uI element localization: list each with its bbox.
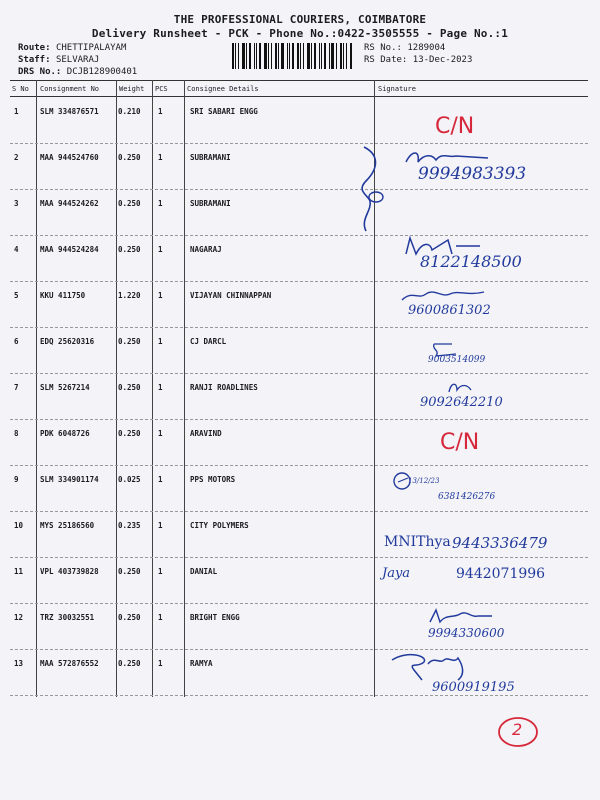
row-weight: 0.250: [118, 613, 141, 622]
row-consignee: CJ DARCL: [190, 337, 227, 346]
row-consignment: SLM 334876571: [40, 107, 99, 116]
barcode-bar: [311, 43, 312, 69]
barcode-bar: [340, 43, 342, 69]
row-consignment: MAA 944524284: [40, 245, 99, 254]
row-pcs: 1: [158, 521, 163, 530]
row-consignee: PPS MOTORS: [190, 475, 236, 484]
barcode-bar: [275, 43, 277, 69]
row-weight: 1.220: [118, 291, 141, 300]
staff-line: [18, 55, 99, 65]
barcode-bar: [321, 43, 322, 69]
row-consignment: MYS 25186560: [40, 521, 95, 530]
table-row: [10, 97, 588, 144]
row-consignee: NAGARAJ: [190, 245, 222, 254]
barcode-bar: [324, 43, 326, 69]
col-pcs: PCS: [155, 85, 168, 93]
row-sno: 7: [14, 383, 19, 392]
barcode-bar: [314, 43, 316, 69]
rs-date-value: 13-Dec-2023: [412, 55, 473, 65]
handwritten-phone: 9442071996: [456, 566, 546, 582]
row-consignee: CITY POLYMERS: [190, 521, 249, 530]
row-consignment: TRZ 30032551: [40, 613, 95, 622]
barcode-bar: [343, 43, 344, 69]
table-row: [10, 419, 588, 466]
handwritten-phone: 9443336479: [452, 534, 548, 552]
barcode-bar: [281, 43, 284, 69]
handwritten-name: MNIThya: [384, 534, 451, 550]
row-consignee: RAMYA: [190, 659, 213, 668]
row-consignment: KKU 411750: [40, 291, 86, 300]
barcode-bar: [246, 43, 247, 69]
barcode-bar: [242, 43, 245, 69]
row-consignment: MAA 572876552: [40, 659, 99, 668]
col-signature: Signature: [378, 85, 416, 93]
row-pcs: 1: [158, 613, 163, 622]
row-pcs: 1: [158, 199, 163, 208]
row-pcs: 1: [158, 429, 163, 438]
row-sno: 12: [14, 613, 24, 622]
barcode-bar: [256, 43, 257, 69]
signature-scribble-icon: [426, 608, 496, 626]
table-top-rule: [10, 80, 588, 81]
row-weight: 0.250: [118, 337, 141, 346]
row-pcs: 1: [158, 475, 163, 484]
handwritten-phone: 9994983393: [418, 164, 527, 184]
barcode-bar: [336, 43, 337, 69]
row-consignment: VPL 403739828: [40, 567, 99, 576]
barcode-bar: [319, 43, 320, 69]
rs-no-label: RS No.:: [364, 43, 402, 53]
row-pcs: 1: [158, 383, 163, 392]
row-weight: 0.250: [118, 199, 141, 208]
handwritten-phone: 9003514099: [428, 355, 486, 365]
route-value: CHETTIPALAYAM: [55, 43, 127, 53]
row-sno: 9: [14, 475, 19, 484]
row-sno: 8: [14, 429, 19, 438]
row-sno: 1: [14, 107, 19, 116]
row-pcs: 1: [158, 291, 163, 300]
row-weight: 0.250: [118, 659, 141, 668]
barcode-bar: [238, 43, 239, 69]
handwritten-phone: 6381426276: [438, 492, 496, 502]
row-pcs: 1: [158, 567, 163, 576]
handwritten-phone: 8122148500: [420, 252, 522, 271]
row-consignee: BRIGHT ENGG: [190, 613, 240, 622]
table-row: [10, 465, 588, 512]
barcode-bar: [289, 43, 290, 69]
row-pcs: 1: [158, 107, 163, 116]
rs-date-line: [364, 55, 472, 65]
barcode-bar: [271, 43, 272, 69]
drs-line: [18, 67, 137, 77]
signature-scribble-icon: [445, 380, 475, 396]
row-weight: 0.250: [118, 153, 141, 162]
barcode-bar: [278, 43, 279, 69]
drs-value: DCJB128900401: [66, 67, 138, 77]
row-sno: 5: [14, 291, 19, 300]
row-sno: 6: [14, 337, 19, 346]
row-consignee: SUBRAMANI: [190, 153, 231, 162]
col-consignment: Consignment No: [40, 85, 100, 93]
row-weight: 0.250: [118, 567, 141, 576]
handwritten-phone: 9092642210: [420, 395, 503, 410]
barcode-bar: [297, 43, 299, 69]
row-sno: 10: [14, 521, 24, 530]
barcode-bar: [307, 43, 310, 69]
row-pcs: 1: [158, 245, 163, 254]
barcode-bar: [300, 43, 301, 69]
barcode-bar: [287, 43, 288, 69]
route-label: Route:: [18, 43, 51, 53]
row-pcs: 1: [158, 659, 163, 668]
signature-scribble-icon: [388, 650, 478, 684]
handwritten-cn-note: C/N: [435, 114, 475, 139]
barcode-bar: [249, 43, 251, 69]
row-sno: 4: [14, 245, 19, 254]
barcode-bar: [329, 43, 330, 69]
row-weight: 0.250: [118, 245, 141, 254]
row-consignee: RANJI ROADLINES: [190, 383, 258, 392]
row-consignee: SRI SABARI ENGG: [190, 107, 258, 116]
handwritten-phone: 9994330600: [428, 626, 505, 640]
barcode-bar: [235, 43, 236, 69]
barcode-bar: [303, 43, 304, 69]
handwritten-date: 13/12/23: [408, 477, 440, 485]
handwritten-phone: 9600919195: [432, 680, 515, 695]
barcode-bar: [254, 43, 255, 69]
handwritten-cn-note: C/N: [440, 430, 480, 455]
staff-value: SELVARAJ: [55, 55, 100, 65]
row-sno: 11: [14, 567, 24, 576]
drs-label: DRS No.:: [18, 67, 62, 77]
barcode-bar: [264, 43, 267, 69]
row-consignment: MAA 944524760: [40, 153, 99, 162]
row-consignee: ARAVIND: [190, 429, 222, 438]
row-pcs: 1: [158, 337, 163, 346]
rs-date-label: RS Date:: [364, 55, 408, 65]
barcode: [232, 43, 357, 69]
handwritten-phone: 9600861302: [408, 303, 491, 318]
page-circle-number: 2: [512, 720, 523, 739]
row-weight: 0.210: [118, 107, 141, 116]
table-row: [10, 327, 588, 374]
barcode-bar: [232, 43, 234, 69]
route-line: [18, 43, 126, 53]
row-consignment: EDQ 25620316: [40, 337, 95, 346]
row-weight: 0.235: [118, 521, 141, 530]
handwritten-name: Jaya: [382, 566, 411, 581]
barcode-bar: [292, 43, 294, 69]
barcode-bar: [346, 43, 347, 69]
rs-no-value: 1289004: [407, 43, 446, 53]
row-weight: 0.250: [118, 383, 141, 392]
row-consignee: DANIAL: [190, 567, 218, 576]
col-weight: Weight: [119, 85, 145, 93]
barcode-bar: [268, 43, 269, 69]
row-consignment: PDK 6048726: [40, 429, 90, 438]
row-consignee: VIJAYAN CHINNAPPAN: [190, 291, 272, 300]
row-sno: 13: [14, 659, 24, 668]
row-sno: 2: [14, 153, 19, 162]
row-sno: 3: [14, 199, 19, 208]
runsheet-subtitle: Delivery Runsheet - PCK - Phone No.:0422-3505555 - Page No.:1: [91, 27, 509, 40]
row-weight: 0.250: [118, 429, 141, 438]
signature-scribble-icon: [398, 288, 488, 302]
row-pcs: 1: [158, 153, 163, 162]
row-consignment: MAA 944524262: [40, 199, 99, 208]
table-row: [10, 281, 588, 328]
company-title: THE PROFESSIONAL COURIERS, COIMBATORE: [173, 13, 427, 26]
barcode-bar: [350, 43, 352, 69]
row-weight: 0.025: [118, 475, 141, 484]
col-consignee: Consignee Details: [187, 85, 259, 93]
row-consignee: SUBRAMANI: [190, 199, 231, 208]
col-sno: S No: [12, 85, 29, 93]
row-consignment: SLM 334901174: [40, 475, 99, 484]
rs-no-line: [364, 43, 445, 53]
barcode-bar: [259, 43, 261, 69]
row-consignment: SLM 5267214: [40, 383, 90, 392]
barcode-bar: [331, 43, 334, 69]
staff-label: Staff:: [18, 55, 51, 65]
table-row: [10, 189, 588, 236]
